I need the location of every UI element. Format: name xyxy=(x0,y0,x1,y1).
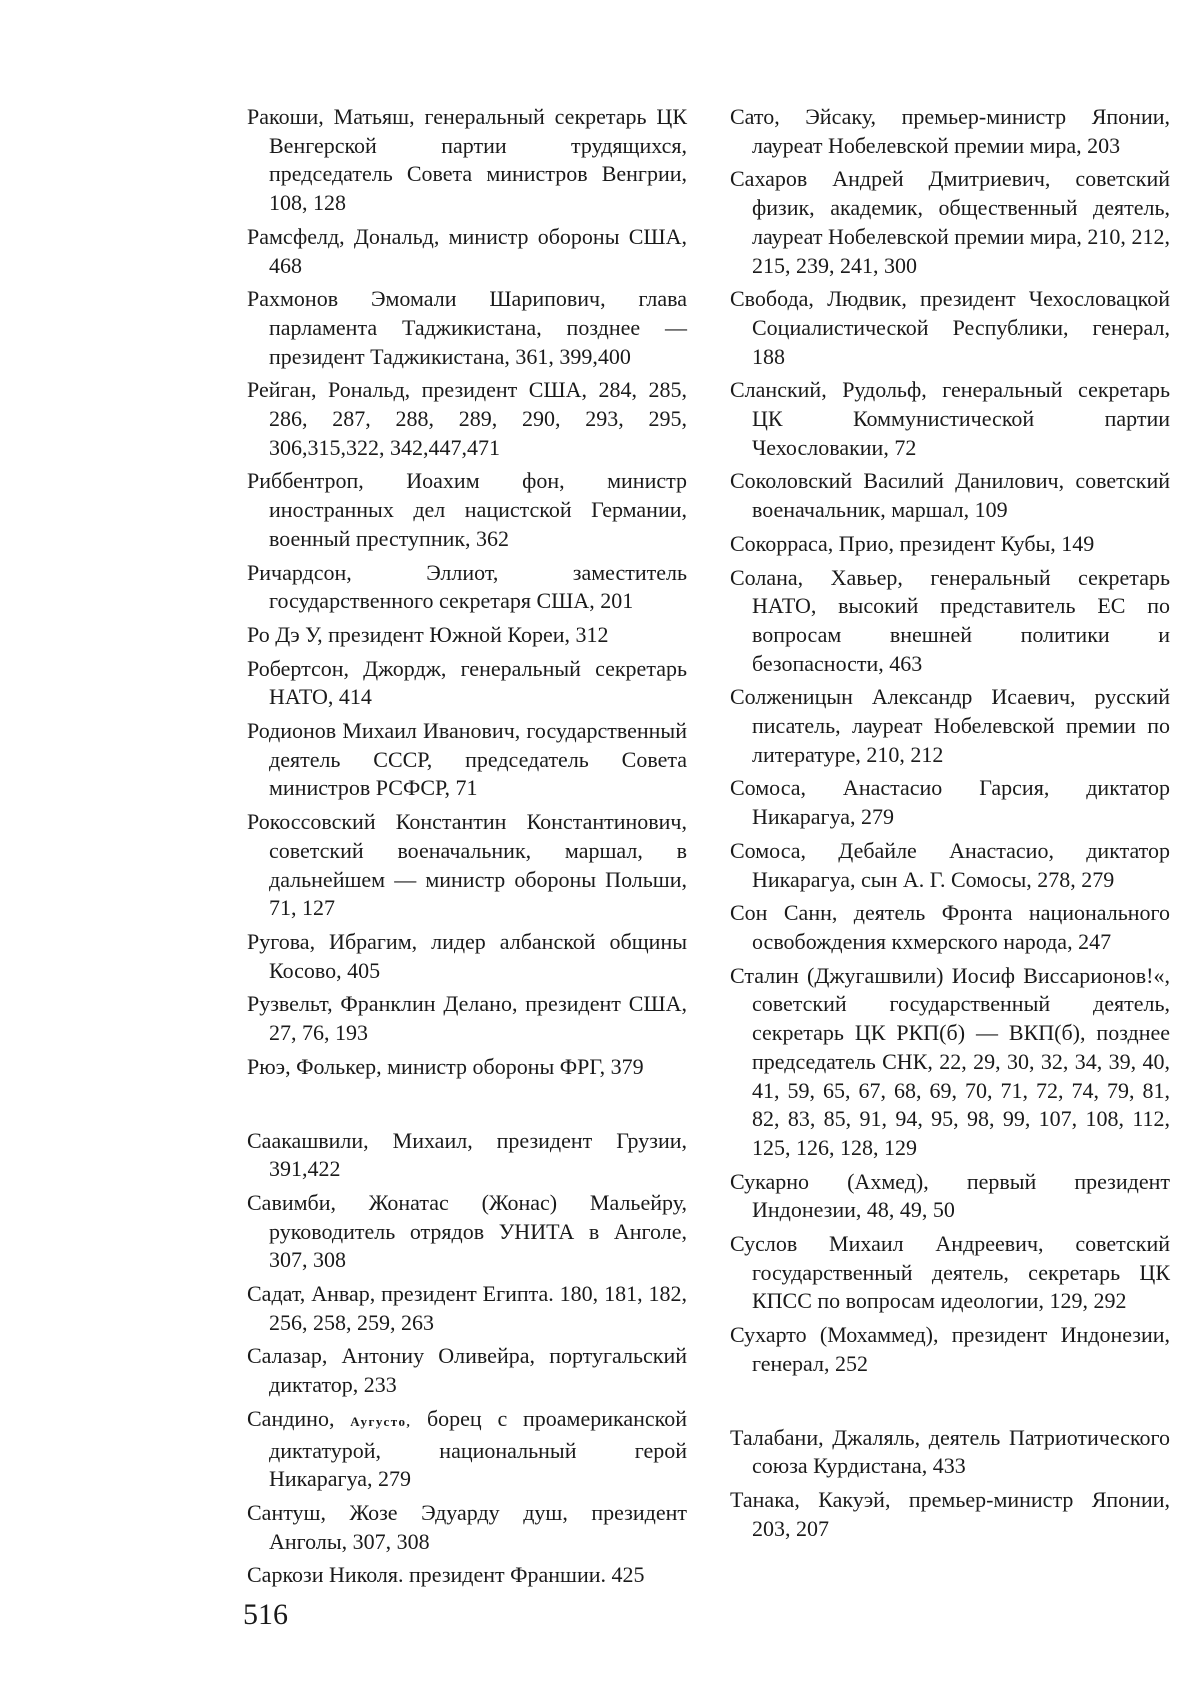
index-entry-son-sann: Сон Санн, деятель Фронта национального освобождения кхмерского народа, 247 xyxy=(730,900,1170,954)
index-entry-reagan: Рейган, Рональд, президент США, 284, 285, 286, 287, 288, 289, 290, 293, 295, 306,315,322, 342,447,471 xyxy=(247,377,687,460)
index-entry-ramsfeld: Рамсфелд, Дональд, министр обороны США, 468 xyxy=(247,223,687,278)
index-entry-rakhmonov: Рахмонов Эмомали Шарипович, глава парламента Таджикистана, позднее — президент Таджикистана, 361, 399,400 xyxy=(247,286,687,369)
index-entry-salazar: Салазар, Антониу Оливейра, португальский диктатор, 233 xyxy=(247,1343,687,1398)
index-entry-rodionov: Родионов Михаил Иванович, государственный деятель СССР, председатель Совета министров РСФСР, 71 xyxy=(247,718,687,801)
index-entry-tanaka: Танака, Какуэй, премьер-министр Японии, 203, 207 xyxy=(730,1486,1170,1541)
index-entry-somoza-debayle: Сомоса, Дебайле Анастасио, диктатор Никарагуа, сын А. Г. Сомосы, 278, 279 xyxy=(730,837,1170,892)
index-entry-suslov: Суслов Михаил Андреевич, советский государственный деятель, секретарь ЦК КПСС по вопросам идеологии, 129, 292 xyxy=(730,1231,1170,1314)
page-number: 516 xyxy=(243,1598,288,1631)
index-entry-santush: Сантуш, Жозе Эдуарду душ, президент Анголы, 307, 308 xyxy=(247,1499,687,1554)
index-entry-ro-de-u: Ро Дэ У, президент Южной Кореи, 312 xyxy=(247,621,609,647)
index-entry-svoboda: Свобода, Людвик, президент Чехословацкой Социалистической Республики, генерал, 188 xyxy=(730,286,1170,369)
index-entry-savimbi: Савимби, Жонатас (Жонас) Мальейру, руководитель отрядов УНИТА в Анголе, 307, 308 xyxy=(247,1189,687,1273)
sandino-description: борец с проамериканской диктатурой, национальный герой Никарагуа, 279 xyxy=(269,1405,687,1492)
letter-section-gap xyxy=(247,1087,687,1127)
index-entry-slansky: Сланский, Рудольф, генеральный секретарь ЦК Коммунистической партии Чехословакии, 72 xyxy=(730,377,1170,460)
index-entry-stalin: Сталин (Джугашвили) Иосиф Виссарионов!«, советский государственный деятель, секретарь ЦК РКП(б) — ВКП(б), позднее председатель СНК, 22, 29, 30, 32, 34, 39, 40, 41, 59, 65, 67, 68, 69, 70, 71, 72, 74, 79, 81, 82, 83, 85, 91, 94, 95, 98, 99, 107, 108, 112, 125, 126, 128, 129 xyxy=(730,962,1170,1160)
index-entry-suharto: Сухарто (Мохаммед), президент Индонезии, генерал, 252 xyxy=(730,1322,1170,1376)
index-entry-solzhenitsyn: Солженицын Александр Исаевич, русский писатель, лауреат Нобелевской премии по литературе, 210, 212 xyxy=(730,684,1170,767)
index-entry-socorras: Сокорраса, Прио, президент Кубы, 149 xyxy=(730,530,1095,556)
index-entry-sadat: Садат, Анвар, президент Египта. 180, 181, 182, 256, 258, 259, 263 xyxy=(247,1281,687,1335)
letter-section-gap xyxy=(730,1384,1170,1424)
index-entry-solana: Солана, Хавьер, генеральный секретарь НАТО, высокий представитель ЕС по вопросам внешней политики и безопасности, 463 xyxy=(730,564,1170,676)
index-entry-somoza-garcia: Сомоса, Анастасио Гарсия, диктатор Никарагуа, 279 xyxy=(730,775,1170,830)
index-column-right xyxy=(730,103,1170,1548)
index-entry-ribbentrop: Риббентроп, Иоахим фон, министр иностранных дел нацистской Германии, военный преступник, 362 xyxy=(247,468,687,551)
index-entry-roosevelt: Рузвельт, Франклин Делано, президент США, 27, 76, 193 xyxy=(247,991,687,1046)
index-entry-sokolovsky: Соколовский Василий Данилович, советский военачальник, маршал, 109 xyxy=(730,468,1170,523)
index-entry-ruehe: Рюэ, Фолькер, министр обороны ФРГ, 379 xyxy=(247,1053,644,1079)
index-entry-sarkozy: Саркози Николя. президент Франшии. 425 xyxy=(247,1562,645,1588)
index-entry-sukarno: Сукарно (Ахмед), первый президент Индонезии, 48, 49, 50 xyxy=(730,1168,1170,1223)
index-entry-richardson: Ричардсон, Эллиот, заместитель государственного секретаря США, 201 xyxy=(247,559,687,614)
index-entry-robertson: Робертсон, Джордж, генеральный секретарь НАТО, 414 xyxy=(247,655,687,710)
index-entry-rugova: Ругова, Ибрагим, лидер албанской общины Косово, 405 xyxy=(247,928,687,983)
index-entry-talabani: Талабани, Джаляль, деятель Патриотического союза Курдистана, 433 xyxy=(730,1424,1170,1479)
index-entry-rokossovsky: Рокоссовский Константин Константинович, советский военачальник, маршал, в дальнейшем — министр обороны Польши, 71, 127 xyxy=(247,809,687,921)
index-entry-saakashvili: Саакашвили, Михаил, президент Грузии, 391,422 xyxy=(247,1127,687,1182)
index-entry-sandino xyxy=(247,1405,687,1494)
index-column-left xyxy=(247,103,687,1595)
sandino-given-name: Аугусто, xyxy=(350,1413,412,1429)
index-entry-rakoshi: Ракоши, Матьяш, генеральный секретарь ЦК Венгерской партии трудящихся, председатель Совета министров Венгрии, 108, 128 xyxy=(247,104,687,216)
sandino-name: Сандино, xyxy=(247,1405,335,1431)
index-entry-sakharov: Сахаров Андрей Дмитриевич, советский физик, академик, общественный деятель, лауреат Нобелевской премии мира, 210, 212, 215, 239, 241, 300 xyxy=(730,166,1170,278)
index-entry-sato: Сато, Эйсаку, премьер-министр Японии, лауреат Нобелевской премии мира, 203 xyxy=(730,104,1170,158)
